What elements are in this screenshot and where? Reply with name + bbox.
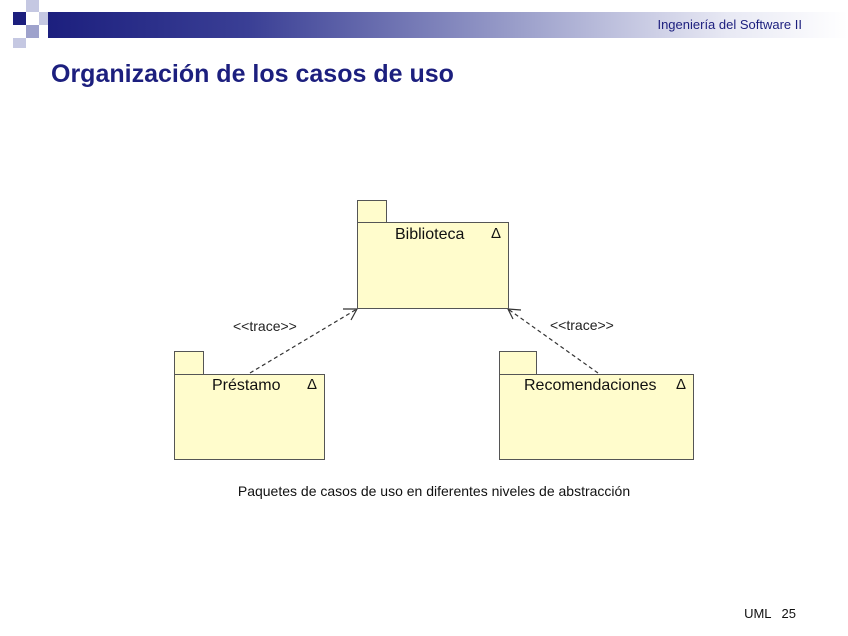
delta-icon: Δ <box>491 225 502 242</box>
figure-caption: Paquetes de casos de uso en diferentes niveles de abstracción <box>237 483 631 499</box>
page-number: 25 <box>781 606 796 621</box>
stereotype-label-prestamo: <<trace>> <box>233 318 297 334</box>
delta-icon: Δ <box>307 376 318 393</box>
package-name-prestamo: Préstamo <box>212 377 281 394</box>
footer-section: UML <box>744 606 772 621</box>
package-tab-recomendaciones <box>499 351 537 375</box>
package-name-biblioteca: Biblioteca <box>395 226 465 243</box>
slide-footer <box>744 606 796 621</box>
delta-icon: Δ <box>676 376 687 393</box>
slide-title: Organización de los casos de uso <box>51 60 454 88</box>
package-name-recomendaciones: Recomendaciones <box>524 377 657 394</box>
stereotype-label-recomendaciones: <<trace>> <box>550 317 614 333</box>
package-tab-prestamo <box>174 351 204 375</box>
course-name: Ingeniería del Software II <box>657 17 802 32</box>
package-tab-biblioteca <box>357 200 387 223</box>
